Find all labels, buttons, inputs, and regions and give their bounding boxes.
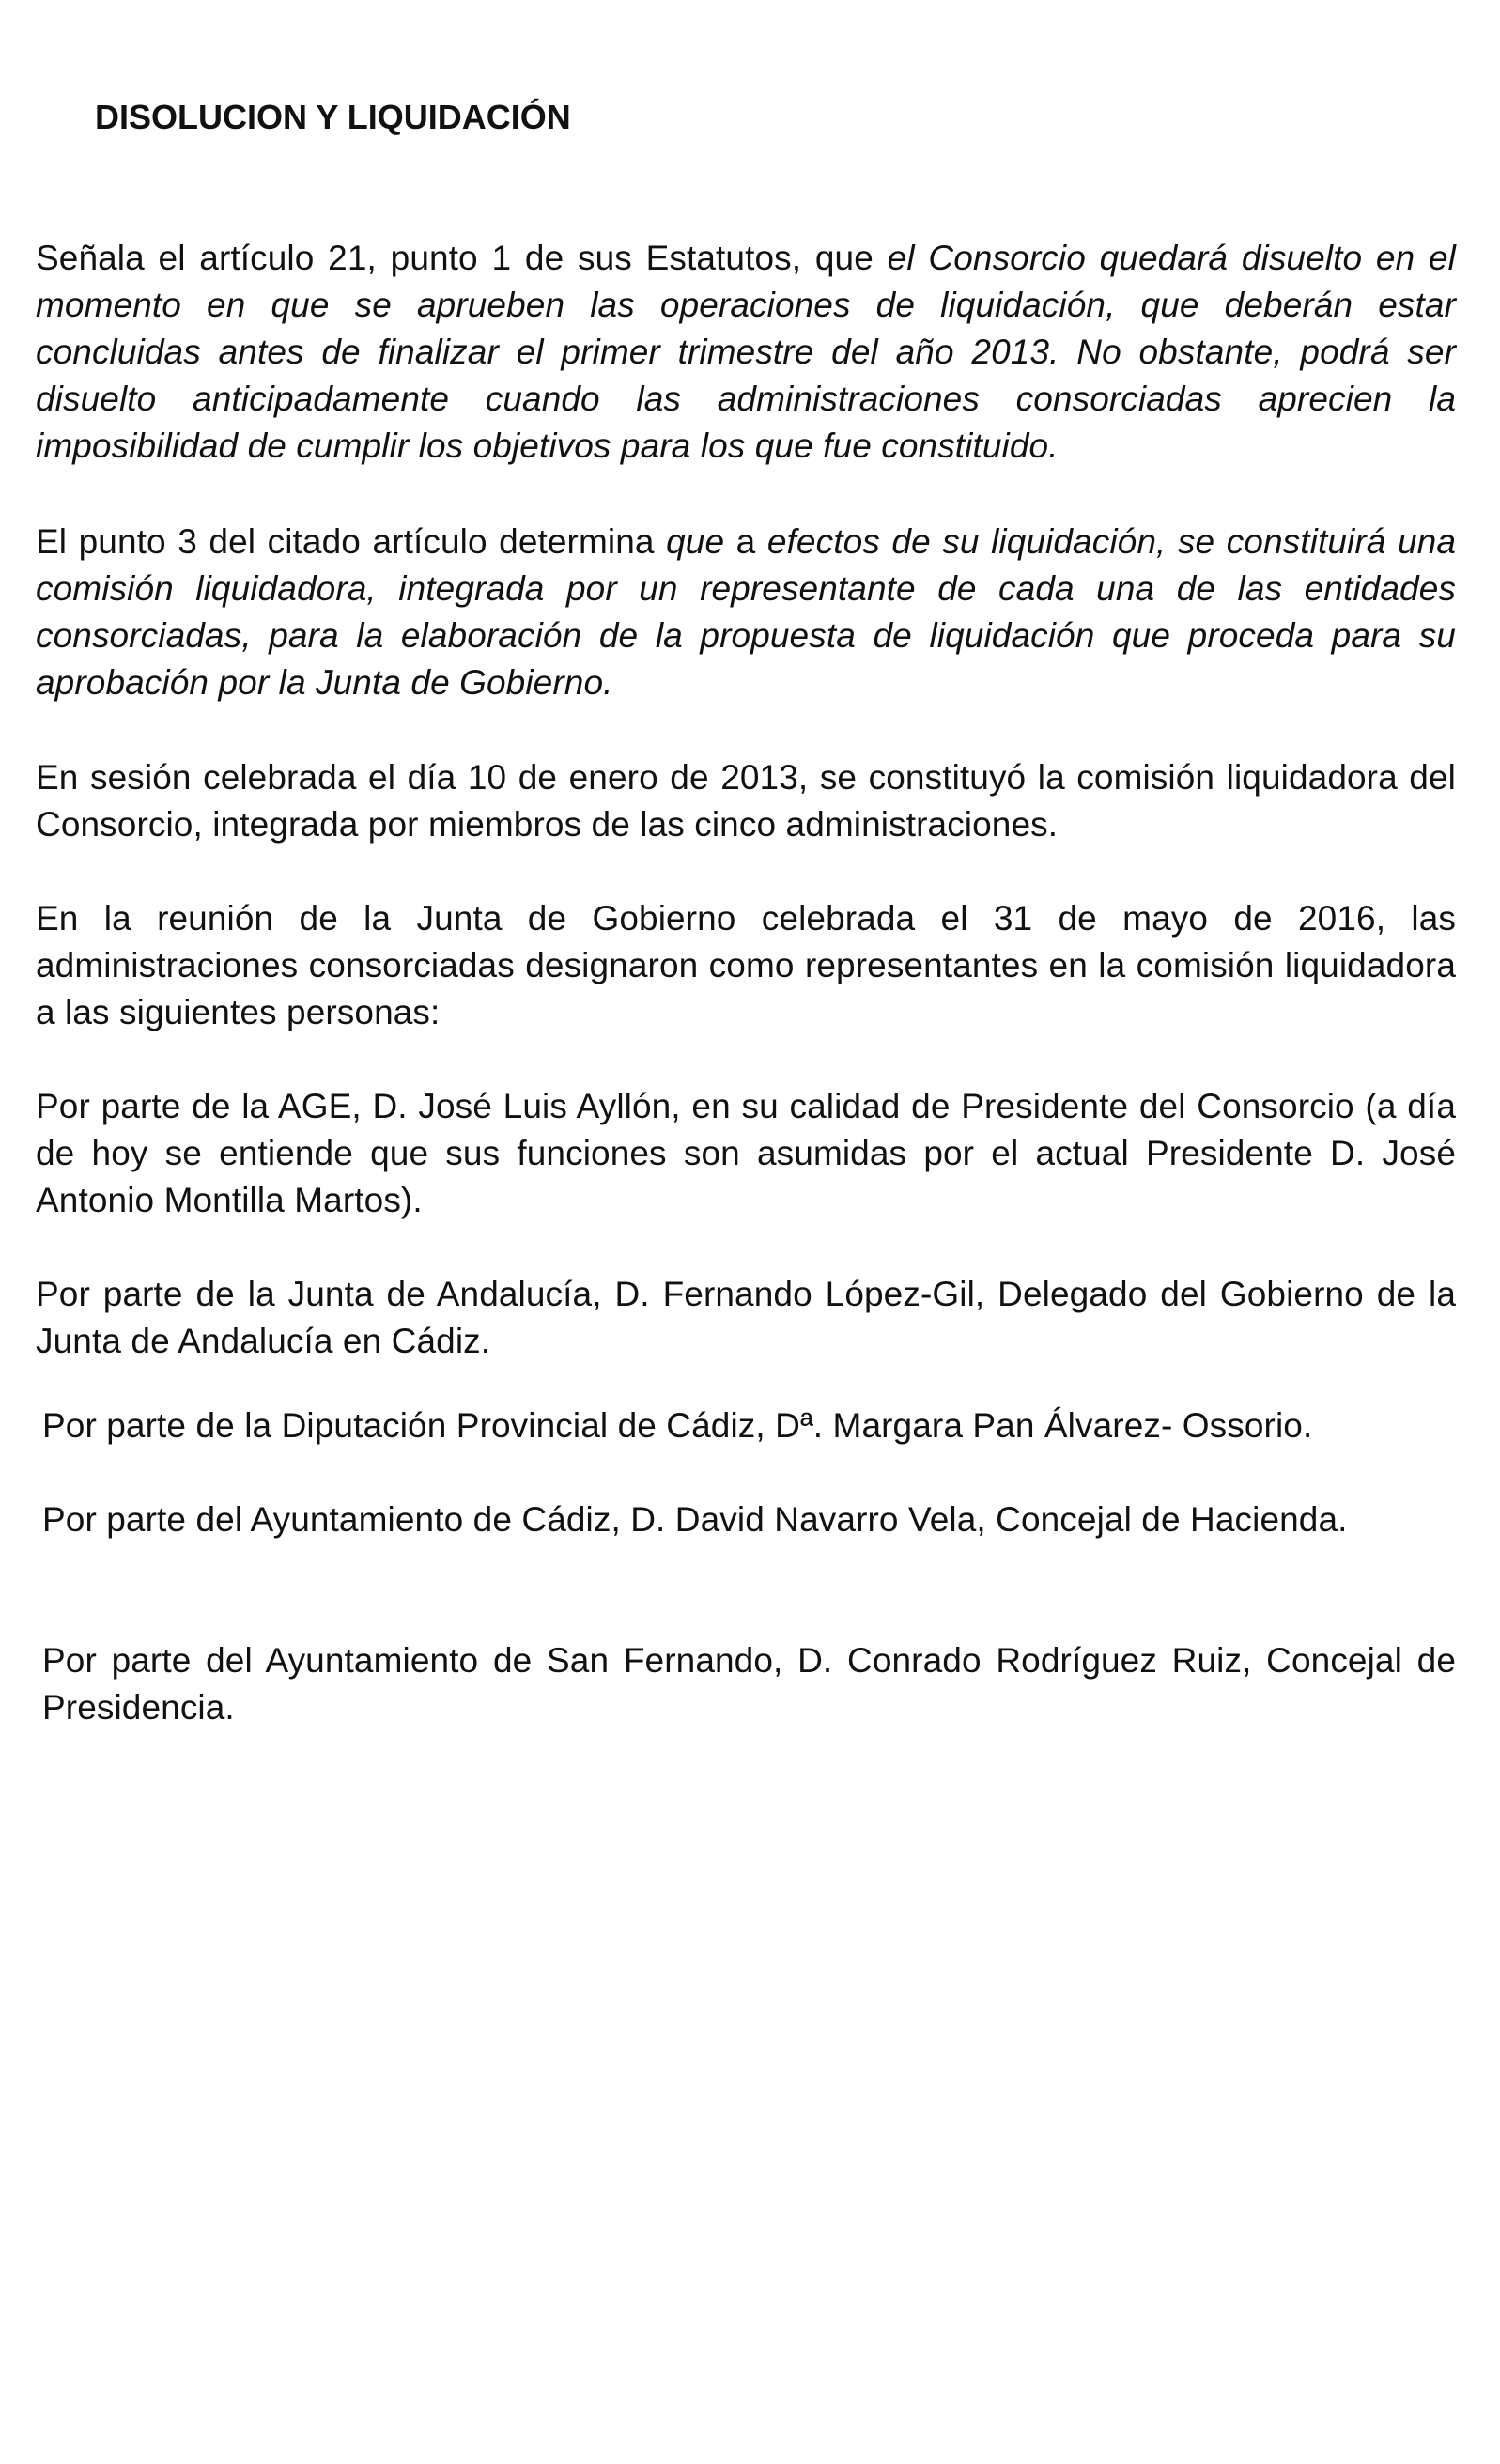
paragraph-ayuntamiento-san-fernando	[42, 1637, 1456, 1731]
paragraph-quote: el Consorcio quedará disuelto en el momento en que se aprueben las operaciones de liquidación, que deberán estar concluidas antes de finalizar el primer trimestre del año 2013. No obstante, podrá ser disuelto anticipadamente cuando las administraciones consorciadas aprecien la imposibilidad de cumplir los objetivos para los que fue constituido.	[36, 239, 1456, 465]
paragraph-text: Por parte de la Diputación Provincial de Cádiz, Dª. Margara Pan Álvarez- Ossorio.	[42, 1406, 1313, 1445]
paragraph-text: Por parte de la AGE, D. José Luis Ayllón, en su calidad de Presidente del Consorcio (a día de hoy se entiende que sus funciones son asumidas por el actual Presidente D. José Antonio Montilla Martos).	[36, 1087, 1456, 1219]
paragraph-text: El punto 3 del citado artículo determina	[36, 522, 667, 561]
paragraph-text: En la reunión de la Junta de Gobierno celebrada el 31 de mayo de 2016, las administraciones consorciadas designaron como representantes en la comisión liquidadora a las siguientes personas:	[36, 899, 1456, 1031]
paragraph-quote: efectos de su liquidación, se constituirá una comisión liquidadora, integrada por un representante de cada una de las entidades consorciadas, para la elaboración de la propuesta de liquidación que proceda para su aprobación por la Junta de Gobierno.	[36, 522, 1456, 702]
paragraph-age	[36, 1083, 1456, 1224]
paragraph-text: Señala el artículo 21, punto 1 de sus Estatutos, que	[36, 239, 888, 277]
paragraph-sesion-2013	[36, 754, 1456, 848]
paragraph-text: Por parte de la Junta de Andalucía, D. Fernando López-Gil, Delegado del Gobierno de la Junta de Andalucía en Cádiz.	[36, 1275, 1456, 1360]
paragraph-text: a	[724, 522, 767, 561]
paragraph-text: En sesión celebrada el día 10 de enero de 2013, se constituyó la comisión liquidadora del Consorcio, integrada por miembros de las cinco administraciones.	[36, 758, 1456, 844]
document-title: DISOLUCION Y LIQUIDACIÓN	[95, 98, 571, 136]
paragraph-text: Por parte del Ayuntamiento de Cádiz, D. David Navarro Vela, Concejal de Hacienda.	[42, 1500, 1348, 1539]
paragraph-punto-3	[36, 519, 1456, 706]
paragraph-quote: que	[666, 522, 725, 561]
paragraph-junta-andalucia	[36, 1271, 1456, 1365]
paragraph-diputacion	[42, 1402, 1456, 1449]
paragraph-reunion-2016	[36, 895, 1456, 1036]
paragraph-text: Por parte del Ayuntamiento de San Fernando, D. Conrado Rodríguez Ruiz, Concejal de Presidencia.	[42, 1641, 1456, 1727]
paragraph-ayuntamiento-cadiz	[42, 1496, 1456, 1543]
paragraph-articulo-21	[36, 235, 1456, 470]
